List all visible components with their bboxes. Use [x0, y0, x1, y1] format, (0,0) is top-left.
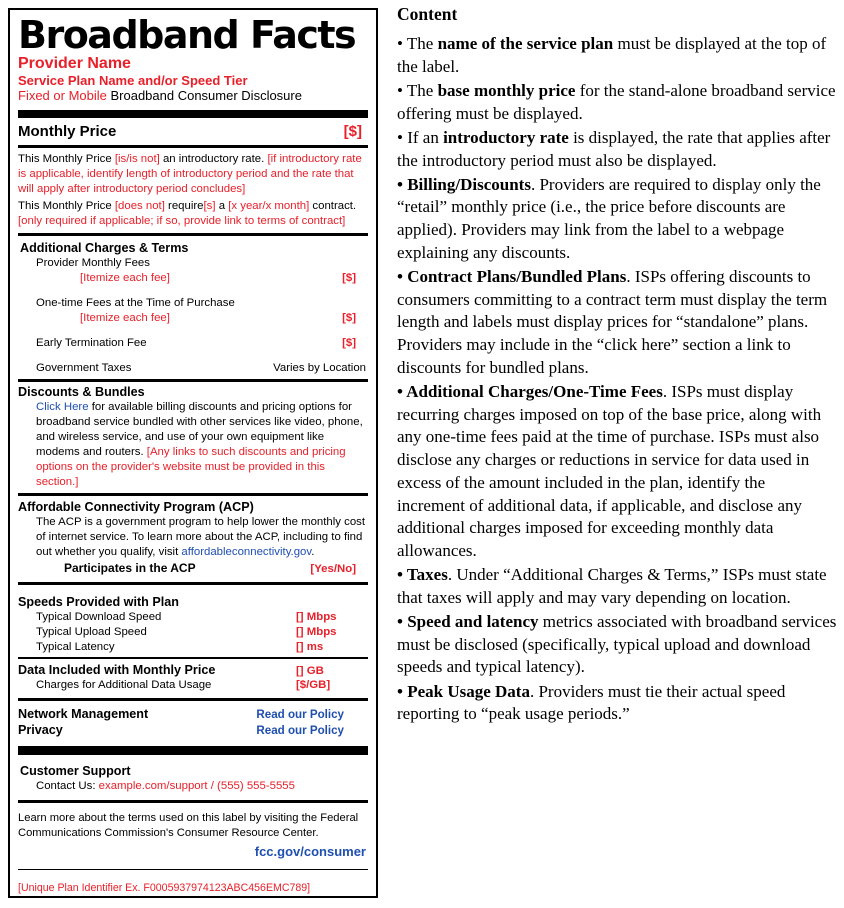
divider [18, 657, 368, 659]
text-span: base monthly price [437, 80, 576, 100]
discounts-heading: Discounts & Bundles [18, 385, 145, 399]
text-span: is displayed, the rate that applies after the introductory period must also be displayed. [397, 127, 831, 170]
broadband-facts-label [8, 8, 378, 898]
text-span: [x year/x month] [228, 200, 310, 212]
taxes-label: Government Taxes [36, 362, 132, 374]
network-label: Network Management [18, 706, 149, 721]
bullet-base-price [397, 80, 837, 125]
text-span: an introductory rate. [159, 153, 268, 165]
plan-name: Service Plan Name and/or Speed Tier [18, 73, 248, 88]
download-label: Typical Download Speed [36, 611, 162, 623]
text-span: • Taxes [397, 565, 448, 585]
text-span: • Speed and latency [397, 612, 539, 632]
download-value: [] Mbps [296, 611, 337, 623]
itemize-fee: [Itemize each fee] [80, 272, 170, 284]
divider [18, 233, 368, 236]
discounts-text [18, 400, 368, 490]
provider-fees: Provider Monthly Fees [36, 257, 150, 269]
divider [18, 800, 368, 803]
data-charges-value: [$/GB] [296, 678, 331, 691]
speeds-heading: Speeds Provided with Plan [18, 595, 179, 609]
onetime-fees: One-time Fees at the Time of Purchase [36, 297, 235, 309]
disclosure-fixed: Fixed or Mobile [18, 88, 107, 103]
itemize-fee: [Itemize each fee] [80, 312, 170, 324]
upload-label: Typical Upload Speed [36, 626, 147, 638]
text-span: . [311, 546, 315, 558]
text-span: . Providers are required to display only the “retail” monthly price (i.e., the price before discounts are applied). Providers may link from the label to a webpage explaining any discounts. [397, 174, 821, 262]
plan-identifier: [Unique Plan Identifier Ex. F0005937974123ABC456EMC789] [18, 882, 311, 894]
acp-link[interactable]: affordableconnectivity.gov [181, 546, 312, 558]
bullet-additional-charges [397, 381, 837, 563]
bullet-plan-name [397, 33, 837, 78]
bullet-billing [397, 174, 837, 265]
bullet-intro-rate [397, 127, 837, 172]
text-span: . ISPs must display recurring charges imposed on top of the base price, along with any one-time fees paid at the time of purchase. ISPs must also disclose any charges or reductions in service for data used in excess of the amount included in the plan, identify the increment of additional data, if applicable, and disclose any additional charges imposed for exceeding monthly data allowances. [397, 382, 822, 560]
text-span: This Monthly Price [18, 200, 115, 212]
fcc-link[interactable]: fcc.gov/consumer [254, 843, 366, 859]
taxes-value: Varies by Location [273, 362, 366, 374]
disclosure-line [18, 88, 368, 104]
text-span: [does not] [114, 200, 165, 212]
label-title: Broadband Facts [18, 13, 356, 57]
text-span: a [215, 200, 229, 212]
text-span: This Monthly Price [18, 153, 115, 165]
latency-row [18, 640, 368, 655]
text-span: name of the service plan [437, 34, 614, 53]
download-row [18, 610, 368, 625]
bullet-taxes [397, 564, 837, 609]
text-span: metrics associated with broadband services must be disclosed (specifically, typical upload and download speeds and typical latency). [397, 612, 837, 677]
text-span: • If an [397, 127, 444, 147]
acp-participates-row [18, 560, 368, 576]
provider-fees-value: [$] [342, 272, 356, 284]
acp-text [18, 515, 368, 560]
divider-thick [18, 110, 368, 118]
support-contact [18, 779, 368, 794]
support-heading: Customer Support [20, 763, 131, 778]
divider [18, 145, 368, 148]
text-span: • The [397, 80, 438, 100]
privacy-label: Privacy [18, 722, 63, 737]
divider-thick [18, 746, 368, 755]
provider-fees-row [18, 271, 368, 286]
etf-value: [$] [342, 337, 356, 349]
text-span: • Additional Charges/One-Time Fees [397, 382, 663, 402]
onetime-fees-value: [$] [342, 312, 356, 324]
intro-rate-text [18, 152, 368, 197]
text-span: • Peak Usage Data [397, 681, 530, 701]
text-span: introductory rate [443, 127, 569, 147]
provider-name: Provider Name [18, 55, 131, 72]
divider [18, 582, 368, 585]
privacy-row [18, 722, 368, 738]
text-span: . Under “Additional Charges & Terms,” ISPs must state that taxes will apply and may vary depending on location. [397, 565, 827, 607]
upload-row [18, 625, 368, 640]
data-charges-row [18, 678, 368, 693]
divider [18, 379, 368, 382]
disclosure-rest: Broadband Consumer Disclosure [106, 88, 302, 103]
text-span: for available billing discounts and pricing options for broadband service bundled with other services like video, phone, and wireless service, and use of your own equipment like modems and routers. [36, 401, 363, 458]
latency-value: [] ms [296, 641, 324, 653]
acp-participates: Participates in the ACP [64, 561, 196, 575]
data-included-value: [] GB [296, 664, 324, 677]
text-span: • The [397, 34, 438, 53]
text-span: require [164, 200, 204, 212]
network-policy-link[interactable]: Read our Policy [256, 707, 344, 721]
network-row [18, 706, 368, 722]
data-charges-label: Charges for Additional Data Usage [36, 678, 212, 691]
onetime-fees-row [18, 311, 368, 326]
bullet-speed-latency [397, 611, 837, 679]
text-span: • Billing/Discounts [397, 174, 531, 194]
contract-text [18, 199, 368, 229]
content-heading: Content [397, 4, 458, 24]
text-span: Contact Us: [36, 779, 99, 792]
text-span: . Providers must tie their actual speed reporting to “peak usage periods.” [397, 681, 786, 724]
bullet-peak-usage [397, 681, 837, 726]
etf-row [18, 336, 368, 351]
privacy-policy-link[interactable]: Read our Policy [256, 723, 344, 737]
acp-heading: Affordable Connectivity Program (ACP) [18, 500, 254, 514]
acp-participates-value: [Yes/No] [310, 563, 356, 575]
monthly-price-value: [$] [343, 123, 362, 140]
text-span: for the stand-alone broadband service offering must be displayed. [397, 80, 836, 123]
text-span: The ACP is a government program to help lower the monthly cost of internet service. To learn more about the ACP, including to find out whether you qualify, visit [36, 516, 366, 558]
text-span: [if introductory rate is applicable, identify length of introductory period and the rate that will apply after introductory period concludes] [18, 153, 362, 195]
text-span: • Contract Plans/Bundled Plans [397, 267, 627, 287]
support-contact-value[interactable]: example.com/support / (555) 555-5555 [98, 779, 295, 792]
data-included-row [18, 662, 368, 678]
monthly-price-row [18, 122, 368, 142]
upload-value: [] Mbps [296, 626, 337, 638]
taxes-row [18, 361, 368, 376]
text-span: must be displayed at the top of the label. [397, 34, 827, 76]
divider [18, 869, 368, 871]
text-span: [Any links to such discounts and pricing options on the provider's website must be provided in this section.] [36, 446, 346, 488]
additional-charges-heading: Additional Charges & Terms [20, 241, 189, 255]
divider [18, 698, 368, 701]
data-included-heading: Data Included with Monthly Price [18, 662, 216, 677]
text-span: [only required if applicable; if so, provide link to terms of contract] [18, 215, 346, 227]
content-section [397, 0, 837, 728]
bullet-contract [397, 266, 837, 380]
monthly-price-heading: Monthly Price [18, 123, 117, 140]
divider [18, 493, 368, 496]
text-span: [s] [203, 200, 216, 212]
etf-label: Early Termination Fee [36, 337, 147, 349]
latency-label: Typical Latency [36, 641, 115, 653]
text-span: contract. [309, 200, 357, 212]
learn-more-text: Learn more about the terms used on this label by visiting the Federal Communications Commission's Consumer Resource Center. [18, 811, 359, 839]
text-span: . ISPs offering discounts to consumers committing to a contract term must display the term length and labels must display prices for “standalone” plans. Providers may include in the “click here” section a link to discounts for bundled plans. [397, 267, 828, 377]
discounts-link[interactable]: Click Here [36, 401, 89, 413]
text-span: [is/is not] [114, 153, 160, 165]
